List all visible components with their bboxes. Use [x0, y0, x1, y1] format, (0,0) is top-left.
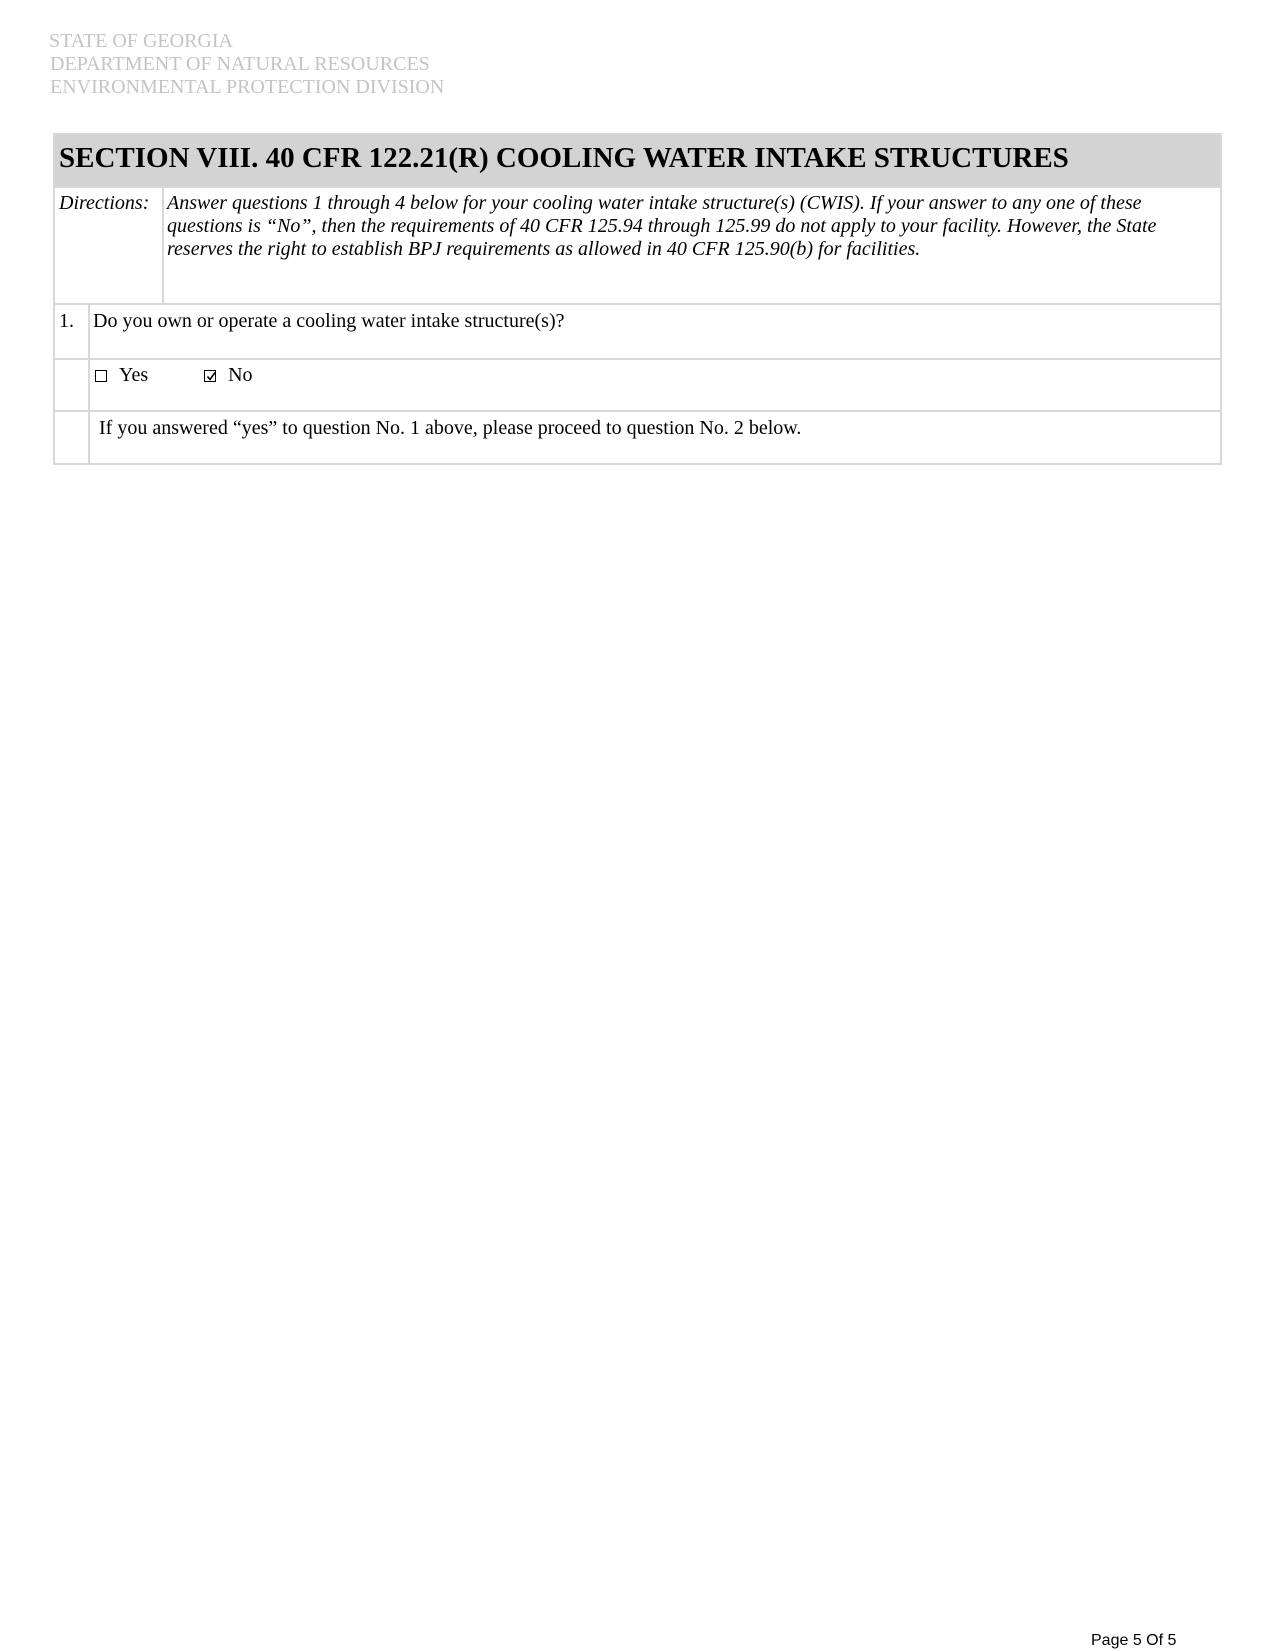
no-checkbox[interactable]: [204, 370, 216, 382]
blank-cell: [54, 359, 89, 411]
no-label: No: [228, 364, 253, 386]
checkmark-icon: [205, 371, 217, 383]
question-number: 1.: [54, 304, 89, 359]
header-department: DEPARTMENT OF NATURAL RESOURCES: [50, 53, 430, 75]
yes-checkbox[interactable]: [95, 370, 107, 382]
option-no[interactable]: [204, 364, 252, 387]
header-state: STATE OF GEORGIA: [49, 30, 233, 52]
directions-text: Answer questions 1 through 4 below for your cooling water intake structure(s) (CWIS). If your answer to any one of these questions is “No”, then the requirements of 40 CFR 125.94 through 125.99 do not apply to your facility. However, the State reserves the right to establish BPJ requirements as allowed in 40 CFR 125.90(b) for facilities.: [163, 187, 1221, 304]
question-text: Do you own or operate a cooling water intake structure(s)?: [89, 304, 1221, 359]
option-yes[interactable]: [95, 364, 148, 387]
section-viii-table: [53, 133, 1222, 465]
proceed-note: If you answered “yes” to question No. 1 above, please proceed to question No. 2 below.: [89, 411, 1221, 464]
page-number: Page 5 Of 5: [1091, 1632, 1177, 1649]
agency-header: [50, 30, 444, 99]
header-division: ENVIRONMENTAL PROTECTION DIVISION: [50, 76, 445, 98]
yes-label: Yes: [119, 364, 149, 386]
answer-options: [89, 359, 1221, 411]
directions-label: Directions:: [54, 187, 163, 304]
section-title: SECTION VIII. 40 CFR 122.21(R) COOLING WATER INTAKE STRUCTURES: [54, 134, 1221, 187]
blank-cell: [54, 411, 89, 464]
